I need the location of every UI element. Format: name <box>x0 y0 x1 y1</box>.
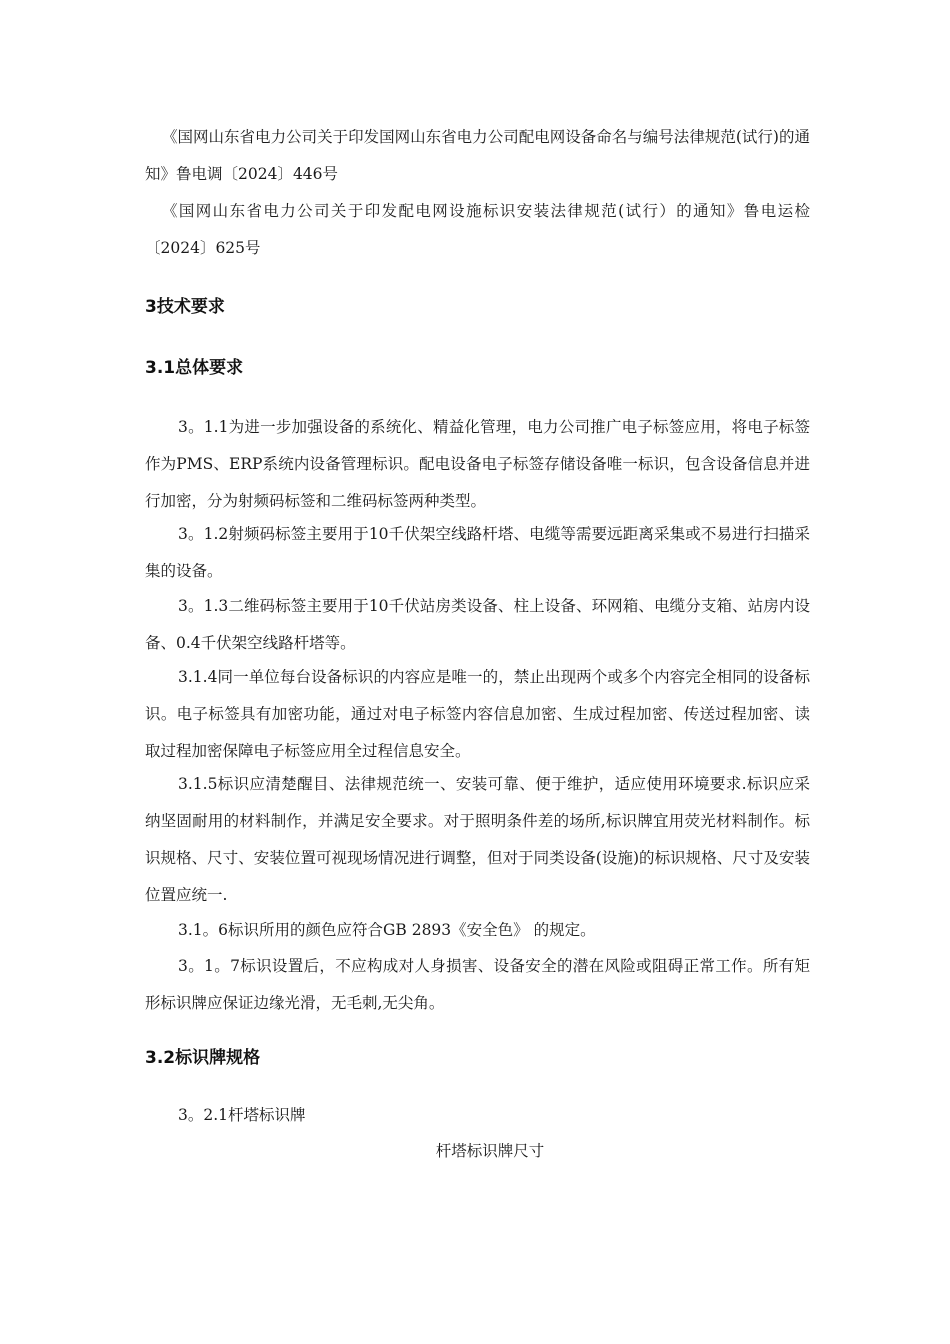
section-3-2-heading: 3.2标识牌规格 <box>145 1048 261 1068</box>
reference-1: 《国网山东省电力公司关于印发国网山东省电力公司配电网设备命名与编号法律规范(试行)的通知》鲁电调〔2024〕446号 <box>145 128 810 183</box>
section-3-1-heading: 3.1总体要求 <box>145 358 244 378</box>
paragraph-3-1-5: 3.1.5标识应清楚醒目、法律规范统一、安装可靠、便于维护，适应使用环境要求.标识应采纳坚固耐用的材料制作，并满足安全要求。对于照明条件差的场所,标识牌宜用荧光材料制作。标识规格、尺寸、安装位置可视现场情况进行调整，但对于同类设备(设施)的标识规格、尺寸及安装位置应统一. <box>145 775 810 904</box>
paragraph-3-2-1: 3。2.1杆塔标识牌 <box>178 1106 306 1124</box>
paragraph-3-1-3: 3。1.3二维码标签主要用于10千伏站房类设备、柱上设备、环网箱、电缆分支箱、站房内设备、0.4千伏架空线路杆塔等。 <box>145 597 810 652</box>
paragraph-3-1-4: 3.1.4同一单位每台设备标识的内容应是唯一的，禁止出现两个或多个内容完全相同的设备标识。电子标签具有加密功能，通过对电子标签内容信息加密、生成过程加密、传送过程加密、读取过程加密保障电子标签应用全过程信息安全。 <box>145 668 810 760</box>
table-caption: 杆塔标识牌尺寸 <box>435 1142 545 1160</box>
paragraph-3-1-1: 3。1.1为进一步加强设备的系统化、精益化管理，电力公司推广电子标签应用，将电子标签作为PMS、ERP系统内设备管理标识。配电设备电子标签存储设备唯一标识，包含设备信息并进行加密，分为射频码标签和二维码标签两种类型。 <box>145 418 810 510</box>
paragraph-3-1-7: 3。1。7标识设置后，不应构成对人身损害、设备安全的潜在风险或阻碍正常工作。所有矩形标识牌应保证边缘光滑，无毛刺,无尖角。 <box>145 957 810 1012</box>
reference-2: 《国网山东省电力公司关于印发配电网设施标识安装法律规范(试行）的通知》鲁电运检〔2024〕625号 <box>145 202 810 257</box>
section-3-heading: 3技术要求 <box>145 297 225 317</box>
paragraph-3-1-6: 3.1。6标识所用的颜色应符合GB 2893《安全色》 的规定。 <box>178 921 596 939</box>
paragraph-3-1-2: 3。1.2射频码标签主要用于10千伏架空线路杆塔、电缆等需要远距离采集或不易进行扫描采集的设备。 <box>145 525 810 580</box>
